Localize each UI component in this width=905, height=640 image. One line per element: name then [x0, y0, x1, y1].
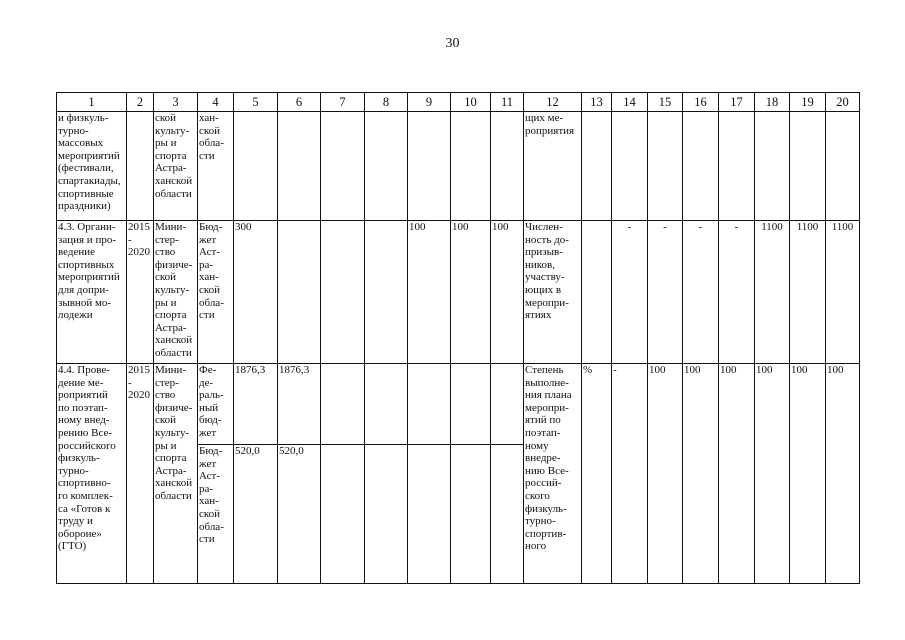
indicator-cell: Степень выполне- ния плана меропри- ятий по поэтап- ному внедре- нию Все- россий- ского физкуль- турно- спортив- ного	[524, 364, 582, 584]
indicator-cell: Числен- ность до- призыв- ников, участву- ющих в меропри- ятиях	[524, 221, 582, 364]
value-cell	[826, 112, 860, 221]
page-number: 30	[445, 36, 460, 51]
column-header: 17	[719, 93, 755, 112]
value-cell: 100	[755, 364, 790, 584]
period-cell	[127, 112, 154, 221]
period-cell: 2015 - 2020	[127, 364, 154, 584]
period-cell: 2015 - 2020	[127, 221, 154, 364]
value-cell: 100	[648, 364, 683, 584]
column-header: 7	[321, 93, 365, 112]
column-header: 18	[755, 93, 790, 112]
funding-source-cell: хан- ской обла- сти	[198, 112, 234, 221]
unit-cell	[582, 221, 612, 364]
funding-source-cell: Бюд- жет Аст- ра- хан- ской обла- сти	[198, 221, 234, 364]
value-cell	[491, 112, 524, 221]
column-header: 13	[582, 93, 612, 112]
value-cell: 1876,3	[234, 364, 278, 445]
value-cell	[365, 221, 408, 364]
value-cell	[451, 445, 491, 584]
value-cell: -	[612, 364, 648, 584]
column-header: 6	[278, 93, 321, 112]
column-header: 11	[491, 93, 524, 112]
value-cell: 1100	[755, 221, 790, 364]
column-header: 8	[365, 93, 408, 112]
value-cell	[451, 364, 491, 445]
unit-cell	[582, 112, 612, 221]
value-cell	[612, 112, 648, 221]
value-cell	[648, 112, 683, 221]
column-header: 19	[790, 93, 826, 112]
column-header: 12	[524, 93, 582, 112]
value-cell	[683, 112, 719, 221]
value-cell	[278, 221, 321, 364]
value-cell: 100	[826, 364, 860, 584]
value-cell	[408, 112, 451, 221]
activity-name-cell: 4.3. Органи- зация и про- ведение спортивных мероприятий для допри- зывной мо- лодежи	[57, 221, 127, 364]
table-row-4-4	[57, 364, 860, 445]
header-row	[57, 93, 860, 112]
value-cell	[321, 112, 365, 221]
value-cell: 520,0	[234, 445, 278, 584]
value-cell	[278, 112, 321, 221]
value-cell	[365, 445, 408, 584]
column-header: 16	[683, 93, 719, 112]
value-cell	[451, 112, 491, 221]
column-header: 20	[826, 93, 860, 112]
program-table	[56, 92, 860, 584]
value-cell: -	[719, 221, 755, 364]
value-cell	[321, 221, 365, 364]
unit-cell: %	[582, 364, 612, 584]
activity-name-cell: и физкуль- турно- массовых мероприятий (фестивали, спартакиады, спортивные праздники)	[57, 112, 127, 221]
value-cell: 300	[234, 221, 278, 364]
value-cell: 520,0	[278, 445, 321, 584]
column-header: 4	[198, 93, 234, 112]
table-row-continued	[57, 112, 860, 221]
column-header: 1	[57, 93, 127, 112]
value-cell: 1100	[826, 221, 860, 364]
value-cell	[234, 112, 278, 221]
value-cell	[719, 112, 755, 221]
value-cell	[491, 364, 524, 445]
column-header: 14	[612, 93, 648, 112]
value-cell: 100	[790, 364, 826, 584]
value-cell: 100	[451, 221, 491, 364]
executor-cell: Мини- стер- ство физиче- ской культу- ры и спорта Астра- ханской области	[154, 221, 198, 364]
funding-source-cell: Фе- де- раль- ный бюд- жет	[198, 364, 234, 445]
value-cell: -	[612, 221, 648, 364]
value-cell: 100	[719, 364, 755, 584]
value-cell	[408, 445, 451, 584]
value-cell	[321, 445, 365, 584]
value-cell	[790, 112, 826, 221]
value-cell: 100	[683, 364, 719, 584]
value-cell	[321, 364, 365, 445]
value-cell	[755, 112, 790, 221]
table-row-4-3	[57, 221, 860, 364]
value-cell	[365, 112, 408, 221]
column-header: 3	[154, 93, 198, 112]
column-header: 2	[127, 93, 154, 112]
value-cell	[365, 364, 408, 445]
value-cell: -	[683, 221, 719, 364]
value-cell: 1100	[790, 221, 826, 364]
value-cell: -	[648, 221, 683, 364]
column-header: 15	[648, 93, 683, 112]
value-cell: 1876,3	[278, 364, 321, 445]
executor-cell: ской культу- ры и спорта Астра- ханской области	[154, 112, 198, 221]
value-cell	[408, 364, 451, 445]
indicator-cell: щих ме- роприятия	[524, 112, 582, 221]
value-cell: 100	[491, 221, 524, 364]
activity-name-cell: 4.4. Прове- дение ме- роприятий по поэтап- ному внед- рению Все- российского физкуль- турно- спортивно- го комплек- са «Готов к труду и обороне» (ГТО)	[57, 364, 127, 584]
funding-source-cell: Бюд- жет Аст- ра- хан- ской обла- сти	[198, 445, 234, 584]
value-cell: 100	[408, 221, 451, 364]
column-header: 5	[234, 93, 278, 112]
column-header: 9	[408, 93, 451, 112]
column-header: 10	[451, 93, 491, 112]
executor-cell: Мини- стер- ство физиче- ской культу- ры и спорта Астра- ханской области	[154, 364, 198, 584]
value-cell	[491, 445, 524, 584]
